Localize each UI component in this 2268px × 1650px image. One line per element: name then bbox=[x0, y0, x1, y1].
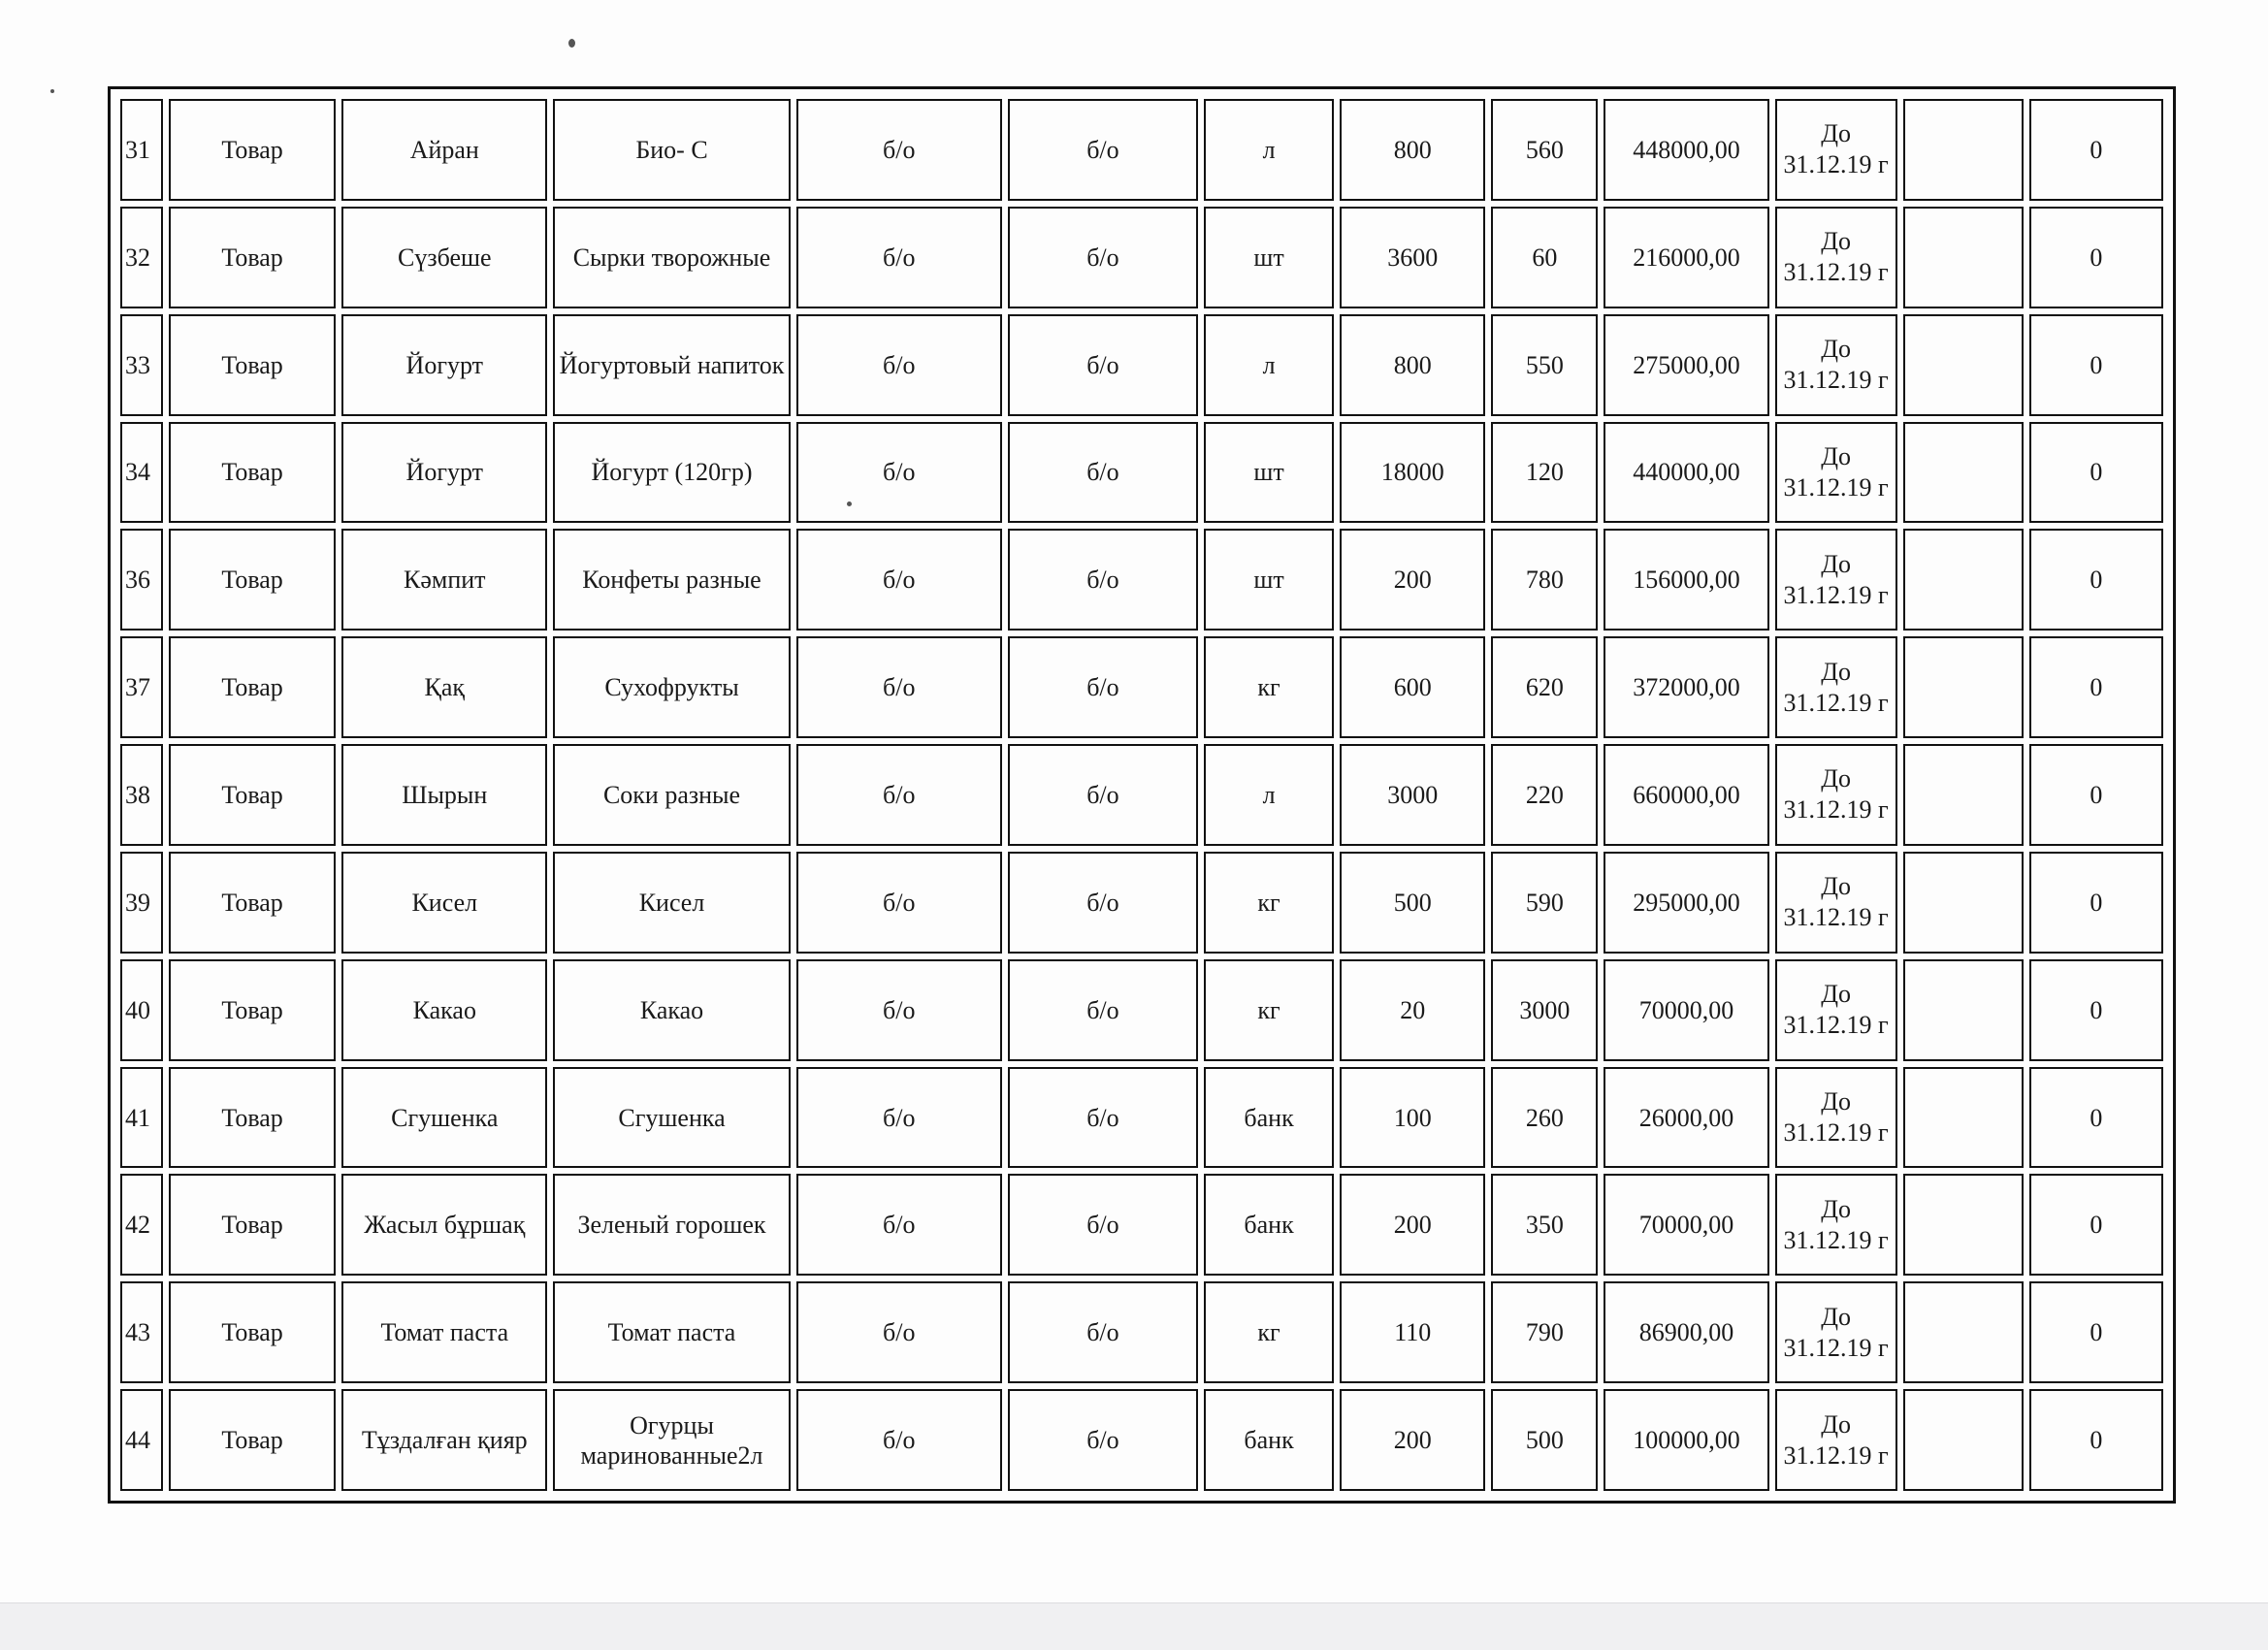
last-value-cell: 0 bbox=[2029, 636, 2163, 738]
quantity-cell: 600 bbox=[1340, 636, 1485, 738]
row-number-cell: 33 bbox=[120, 314, 163, 416]
goods-table-body bbox=[120, 99, 2163, 1491]
delivery-term-prefix: До bbox=[1821, 980, 1851, 1009]
name-russian-cell: Огурцы маринованные2л bbox=[553, 1389, 790, 1491]
delivery-term-date: 31.12.19 г bbox=[1783, 472, 1889, 501]
table-row bbox=[120, 1281, 2163, 1383]
unit-cell: кг bbox=[1204, 1281, 1334, 1383]
item-type-cell: Товар bbox=[169, 207, 336, 308]
last-value-cell: 0 bbox=[2029, 1389, 2163, 1491]
item-type-cell: Товар bbox=[169, 529, 336, 631]
row-number-cell: 38 bbox=[120, 744, 163, 846]
item-type-cell: Товар bbox=[169, 1067, 336, 1169]
delivery-term-prefix: До bbox=[1821, 119, 1851, 148]
unit-cell: банк bbox=[1204, 1174, 1334, 1276]
unit-cell: л bbox=[1204, 744, 1334, 846]
name-russian-cell: Зеленый горошек bbox=[553, 1174, 790, 1276]
col6-cell: б/о bbox=[1008, 99, 1198, 201]
last-value-cell: 0 bbox=[2029, 852, 2163, 954]
table-row bbox=[120, 959, 2163, 1061]
row-number-cell: 43 bbox=[120, 1281, 163, 1383]
price-cell: 60 bbox=[1491, 207, 1598, 308]
table-row bbox=[120, 99, 2163, 201]
sum-cell: 26000,00 bbox=[1604, 1067, 1768, 1169]
col6-cell: б/о bbox=[1008, 636, 1198, 738]
scan-bottom-strip bbox=[0, 1602, 2268, 1650]
name-kazakh-cell: Сгушенка bbox=[341, 1067, 547, 1169]
delivery-term-cell bbox=[1775, 1174, 1897, 1276]
name-russian-cell: Сгушенка bbox=[553, 1067, 790, 1169]
name-russian-cell: Сухофрукты bbox=[553, 636, 790, 738]
delivery-term-cell bbox=[1775, 636, 1897, 738]
row-number-cell: 39 bbox=[120, 852, 163, 954]
name-kazakh-cell: Қақ bbox=[341, 636, 547, 738]
delivery-term-prefix: До bbox=[1821, 657, 1851, 686]
blank-cell bbox=[1903, 314, 2024, 416]
item-type-cell: Товар bbox=[169, 314, 336, 416]
col5-cell: б/о bbox=[796, 529, 1002, 631]
item-type-cell: Товар bbox=[169, 744, 336, 846]
delivery-term-cell bbox=[1775, 1281, 1897, 1383]
col6-cell: б/о bbox=[1008, 422, 1198, 524]
col5-cell: б/о bbox=[796, 422, 1002, 524]
quantity-cell: 100 bbox=[1340, 1067, 1485, 1169]
col5-cell: б/о bbox=[796, 1067, 1002, 1169]
last-value-cell: 0 bbox=[2029, 744, 2163, 846]
blank-cell bbox=[1903, 1174, 2024, 1276]
quantity-cell: 200 bbox=[1340, 1174, 1485, 1276]
price-cell: 780 bbox=[1491, 529, 1598, 631]
blank-cell bbox=[1903, 99, 2024, 201]
item-type-cell: Товар bbox=[169, 636, 336, 738]
delivery-term-prefix: До bbox=[1821, 764, 1851, 793]
quantity-cell: 110 bbox=[1340, 1281, 1485, 1383]
name-kazakh-cell: Жасыл бұршақ bbox=[341, 1174, 547, 1276]
name-kazakh-cell: Сүзбеше bbox=[341, 207, 547, 308]
delivery-term-cell bbox=[1775, 207, 1897, 308]
delivery-term-prefix: До bbox=[1821, 227, 1851, 256]
sum-cell: 440000,00 bbox=[1604, 422, 1768, 524]
blank-cell bbox=[1903, 1067, 2024, 1169]
name-kazakh-cell: Кисел bbox=[341, 852, 547, 954]
delivery-term-cell bbox=[1775, 744, 1897, 846]
table-row bbox=[120, 1389, 2163, 1491]
price-cell: 790 bbox=[1491, 1281, 1598, 1383]
delivery-term-date: 31.12.19 г bbox=[1783, 1011, 1889, 1040]
quantity-cell: 200 bbox=[1340, 529, 1485, 631]
col5-cell: б/о bbox=[796, 744, 1002, 846]
table-row bbox=[120, 636, 2163, 738]
unit-cell: кг bbox=[1204, 636, 1334, 738]
table-row bbox=[120, 529, 2163, 631]
quantity-cell: 3600 bbox=[1340, 207, 1485, 308]
sum-cell: 156000,00 bbox=[1604, 529, 1768, 631]
unit-cell: шт bbox=[1204, 529, 1334, 631]
delivery-term-date: 31.12.19 г bbox=[1783, 688, 1889, 717]
row-number-cell: 42 bbox=[120, 1174, 163, 1276]
last-value-cell: 0 bbox=[2029, 207, 2163, 308]
last-value-cell: 0 bbox=[2029, 422, 2163, 524]
name-russian-cell: Томат паста bbox=[553, 1281, 790, 1383]
col5-cell: б/о bbox=[796, 1389, 1002, 1491]
sum-cell: 275000,00 bbox=[1604, 314, 1768, 416]
table-row bbox=[120, 744, 2163, 846]
quantity-cell: 800 bbox=[1340, 99, 1485, 201]
delivery-term-prefix: До bbox=[1821, 872, 1851, 901]
unit-cell: банк bbox=[1204, 1067, 1334, 1169]
price-cell: 220 bbox=[1491, 744, 1598, 846]
delivery-term-cell bbox=[1775, 529, 1897, 631]
delivery-term-prefix: До bbox=[1821, 1194, 1851, 1223]
row-number-cell: 32 bbox=[120, 207, 163, 308]
col6-cell: б/о bbox=[1008, 744, 1198, 846]
col5-cell: б/о bbox=[796, 1281, 1002, 1383]
price-cell: 590 bbox=[1491, 852, 1598, 954]
scan-speck bbox=[568, 39, 575, 48]
sum-cell: 70000,00 bbox=[1604, 1174, 1768, 1276]
name-kazakh-cell: Йогурт bbox=[341, 314, 547, 416]
delivery-term-date: 31.12.19 г bbox=[1783, 366, 1889, 395]
blank-cell bbox=[1903, 207, 2024, 308]
name-kazakh-cell: Какао bbox=[341, 959, 547, 1061]
price-cell: 620 bbox=[1491, 636, 1598, 738]
unit-cell: л bbox=[1204, 99, 1334, 201]
price-cell: 260 bbox=[1491, 1067, 1598, 1169]
name-russian-cell: Конфеты разные bbox=[553, 529, 790, 631]
col6-cell: б/о bbox=[1008, 314, 1198, 416]
delivery-term-prefix: До bbox=[1821, 441, 1851, 470]
last-value-cell: 0 bbox=[2029, 1067, 2163, 1169]
table-row bbox=[120, 852, 2163, 954]
last-value-cell: 0 bbox=[2029, 1281, 2163, 1383]
unit-cell: шт bbox=[1204, 207, 1334, 308]
item-type-cell: Товар bbox=[169, 422, 336, 524]
delivery-term-cell bbox=[1775, 852, 1897, 954]
last-value-cell: 0 bbox=[2029, 99, 2163, 201]
quantity-cell: 800 bbox=[1340, 314, 1485, 416]
unit-cell: кг bbox=[1204, 852, 1334, 954]
row-number-cell: 36 bbox=[120, 529, 163, 631]
quantity-cell: 20 bbox=[1340, 959, 1485, 1061]
last-value-cell: 0 bbox=[2029, 1174, 2163, 1276]
name-russian-cell: Какао bbox=[553, 959, 790, 1061]
sum-cell: 216000,00 bbox=[1604, 207, 1768, 308]
sum-cell: 295000,00 bbox=[1604, 852, 1768, 954]
col6-cell: б/о bbox=[1008, 529, 1198, 631]
col6-cell: б/о bbox=[1008, 1389, 1198, 1491]
blank-cell bbox=[1903, 636, 2024, 738]
delivery-term-cell bbox=[1775, 959, 1897, 1061]
col6-cell: б/о bbox=[1008, 207, 1198, 308]
delivery-term-cell bbox=[1775, 314, 1897, 416]
name-kazakh-cell: Айран bbox=[341, 99, 547, 201]
price-cell: 3000 bbox=[1491, 959, 1598, 1061]
unit-cell: кг bbox=[1204, 959, 1334, 1061]
sum-cell: 70000,00 bbox=[1604, 959, 1768, 1061]
row-number-cell: 41 bbox=[120, 1067, 163, 1169]
price-cell: 120 bbox=[1491, 422, 1598, 524]
delivery-term-date: 31.12.19 г bbox=[1783, 580, 1889, 609]
item-type-cell: Товар bbox=[169, 1389, 336, 1491]
delivery-term-prefix: До bbox=[1821, 335, 1851, 364]
col5-cell: б/о bbox=[796, 959, 1002, 1061]
col5-cell: б/о bbox=[796, 852, 1002, 954]
delivery-term-date: 31.12.19 г bbox=[1783, 903, 1889, 932]
name-russian-cell: Кисел bbox=[553, 852, 790, 954]
delivery-term-cell bbox=[1775, 422, 1897, 524]
sum-cell: 372000,00 bbox=[1604, 636, 1768, 738]
quantity-cell: 3000 bbox=[1340, 744, 1485, 846]
sum-cell: 448000,00 bbox=[1604, 99, 1768, 201]
sum-cell: 660000,00 bbox=[1604, 744, 1768, 846]
col6-cell: б/о bbox=[1008, 1067, 1198, 1169]
unit-cell: шт bbox=[1204, 422, 1334, 524]
price-cell: 350 bbox=[1491, 1174, 1598, 1276]
name-kazakh-cell: Шырын bbox=[341, 744, 547, 846]
row-number-cell: 44 bbox=[120, 1389, 163, 1491]
table-row bbox=[120, 422, 2163, 524]
col5-cell: б/о bbox=[796, 314, 1002, 416]
price-cell: 560 bbox=[1491, 99, 1598, 201]
blank-cell bbox=[1903, 529, 2024, 631]
delivery-term-prefix: До bbox=[1821, 1087, 1851, 1116]
row-number-cell: 34 bbox=[120, 422, 163, 524]
blank-cell bbox=[1903, 852, 2024, 954]
table-row bbox=[120, 1174, 2163, 1276]
delivery-term-date: 31.12.19 г bbox=[1783, 1225, 1889, 1254]
name-kazakh-cell: Йогурт bbox=[341, 422, 547, 524]
delivery-term-date: 31.12.19 г bbox=[1783, 258, 1889, 287]
blank-cell bbox=[1903, 959, 2024, 1061]
last-value-cell: 0 bbox=[2029, 529, 2163, 631]
delivery-term-date: 31.12.19 г bbox=[1783, 1118, 1889, 1148]
blank-cell bbox=[1903, 422, 2024, 524]
name-russian-cell: Био- С bbox=[553, 99, 790, 201]
delivery-term-date: 31.12.19 г bbox=[1783, 795, 1889, 825]
table-row bbox=[120, 314, 2163, 416]
row-number-cell: 31 bbox=[120, 99, 163, 201]
item-type-cell: Товар bbox=[169, 959, 336, 1061]
delivery-term-cell bbox=[1775, 1389, 1897, 1491]
name-russian-cell: Йогуртовый напиток bbox=[553, 314, 790, 416]
col5-cell: б/о bbox=[796, 99, 1002, 201]
col5-cell: б/о bbox=[796, 636, 1002, 738]
item-type-cell: Товар bbox=[169, 1174, 336, 1276]
blank-cell bbox=[1903, 744, 2024, 846]
price-cell: 500 bbox=[1491, 1389, 1598, 1491]
col6-cell: б/о bbox=[1008, 959, 1198, 1061]
delivery-term-prefix: До bbox=[1821, 1302, 1851, 1331]
unit-cell: банк bbox=[1204, 1389, 1334, 1491]
col6-cell: б/о bbox=[1008, 1281, 1198, 1383]
row-number-cell: 40 bbox=[120, 959, 163, 1061]
item-type-cell: Товар bbox=[169, 852, 336, 954]
delivery-term-prefix: До bbox=[1821, 549, 1851, 578]
name-kazakh-cell: Томат паста bbox=[341, 1281, 547, 1383]
name-kazakh-cell: Тұздалған қияр bbox=[341, 1389, 547, 1491]
unit-cell: л bbox=[1204, 314, 1334, 416]
sum-cell: 100000,00 bbox=[1604, 1389, 1768, 1491]
col5-cell: б/о bbox=[796, 207, 1002, 308]
item-type-cell: Товар bbox=[169, 99, 336, 201]
row-number-cell: 37 bbox=[120, 636, 163, 738]
delivery-term-cell bbox=[1775, 99, 1897, 201]
name-russian-cell: Соки разные bbox=[553, 744, 790, 846]
goods-table bbox=[114, 93, 2169, 1497]
table-row bbox=[120, 207, 2163, 308]
quantity-cell: 500 bbox=[1340, 852, 1485, 954]
name-kazakh-cell: Кәмпит bbox=[341, 529, 547, 631]
name-russian-cell: Йогурт (120гр) bbox=[553, 422, 790, 524]
scan-speck bbox=[50, 89, 54, 93]
delivery-term-date: 31.12.19 г bbox=[1783, 1333, 1889, 1362]
last-value-cell: 0 bbox=[2029, 314, 2163, 416]
quantity-cell: 18000 bbox=[1340, 422, 1485, 524]
item-type-cell: Товар bbox=[169, 1281, 336, 1383]
delivery-term-cell bbox=[1775, 1067, 1897, 1169]
price-cell: 550 bbox=[1491, 314, 1598, 416]
col6-cell: б/о bbox=[1008, 1174, 1198, 1276]
delivery-term-date: 31.12.19 г bbox=[1783, 150, 1889, 179]
last-value-cell: 0 bbox=[2029, 959, 2163, 1061]
name-russian-cell: Сырки творожные bbox=[553, 207, 790, 308]
goods-table-frame bbox=[108, 86, 2176, 1504]
delivery-term-date: 31.12.19 г bbox=[1783, 1440, 1889, 1470]
col6-cell: б/о bbox=[1008, 852, 1198, 954]
blank-cell bbox=[1903, 1281, 2024, 1383]
col5-cell: б/о bbox=[796, 1174, 1002, 1276]
sum-cell: 86900,00 bbox=[1604, 1281, 1768, 1383]
quantity-cell: 200 bbox=[1340, 1389, 1485, 1491]
table-row bbox=[120, 1067, 2163, 1169]
delivery-term-prefix: До bbox=[1821, 1409, 1851, 1439]
blank-cell bbox=[1903, 1389, 2024, 1491]
